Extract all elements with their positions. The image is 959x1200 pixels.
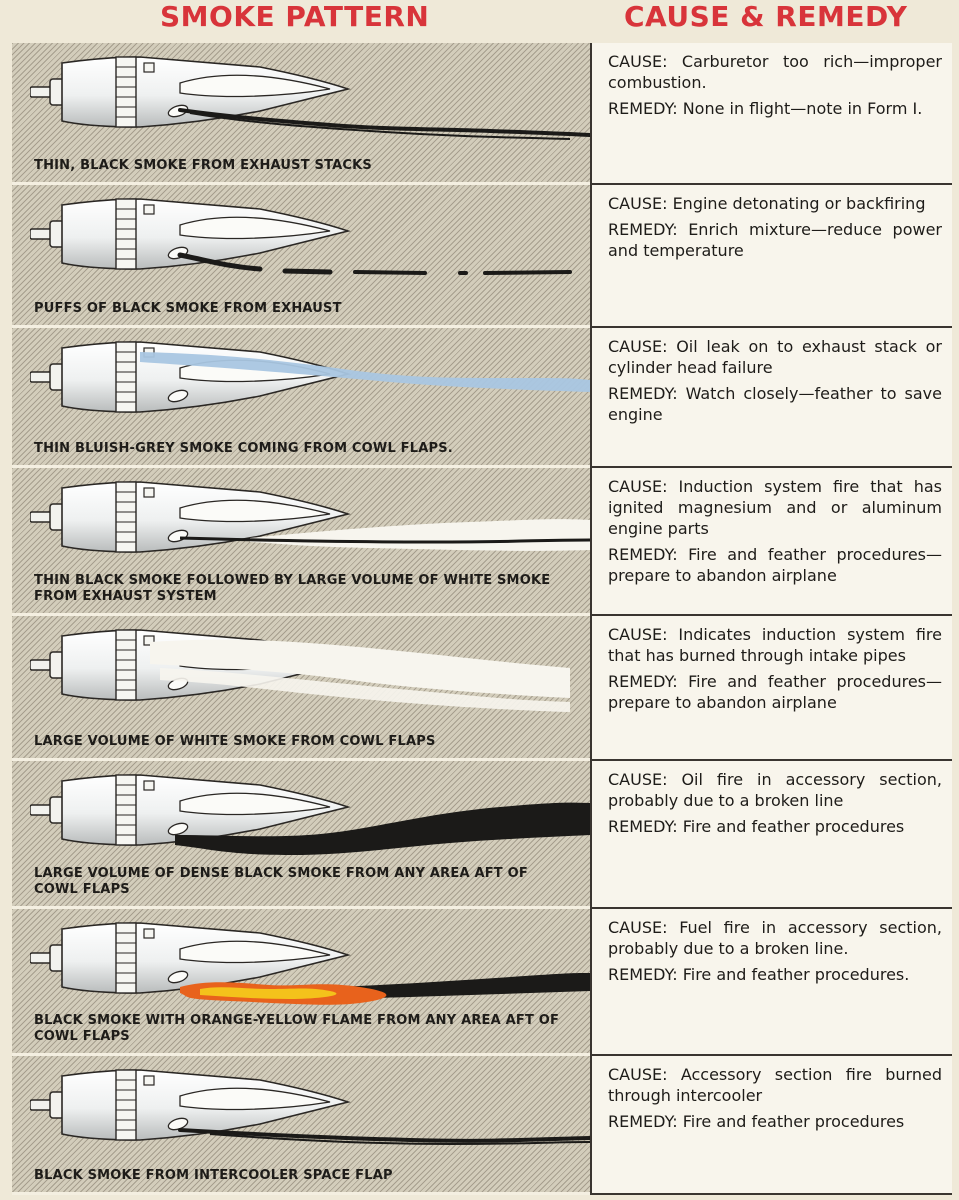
smoke-pattern-cell — [12, 185, 590, 328]
remedy-text: REMEDY: Enrich mixture—reduce power and temperature — [608, 220, 942, 260]
smoke-pattern-cell — [12, 1056, 590, 1195]
cause-text: CAUSE: Oil leak on to exhaust stack or cylinder head failure — [608, 337, 942, 377]
engine-nacelle-illustration — [30, 628, 590, 728]
nacelle — [30, 775, 348, 845]
remedy-text: REMEDY: Fire and feather procedures—prepare to abandon airplane — [608, 672, 942, 712]
remedy-text: REMEDY: Watch closely—feather to save engine — [608, 384, 942, 424]
cause-text: CAUSE: Indicates induction system fire that has burned through intake pipes — [608, 625, 942, 665]
remedy-text: REMEDY: Fire and feather procedures. — [608, 965, 910, 984]
remedy-text: REMEDY: Fire and feather procedures—prepare to abandon airplane — [608, 545, 942, 585]
smoke-pattern-cell — [12, 468, 590, 616]
cause-remedy-cell — [590, 616, 952, 761]
engine-nacelle-illustration — [30, 480, 590, 580]
smoke-pattern-cell — [12, 909, 590, 1056]
cause-remedy-cell — [590, 328, 952, 468]
smoke-pattern-label: LARGE VOLUME OF DENSE BLACK SMOKE FROM ANY AREA AFT OF COWL FLAPS — [34, 866, 528, 897]
remedy-text: REMEDY: Fire and feather procedures — [608, 817, 905, 836]
table-row — [12, 328, 952, 468]
cause-remedy-cell — [590, 185, 952, 328]
smoke-pattern-label: BLACK SMOKE WITH ORANGE-YELLOW FLAME FROM ANY AREA AFT OF COWL FLAPS — [34, 1013, 560, 1044]
engine-nacelle-illustration — [30, 340, 590, 440]
smoke-pattern-label: LARGE VOLUME OF WHITE SMOKE FROM COWL FLAPS — [34, 734, 436, 749]
smoke-pattern-cell — [12, 761, 590, 909]
cause-remedy-cell — [590, 909, 952, 1056]
cause-remedy-cell — [590, 468, 952, 616]
smoke-pattern-label: BLACK SMOKE FROM INTERCOOLER SPACE FLAP — [34, 1168, 393, 1183]
cause-text: CAUSE: Carburetor too rich—improper combustion. — [608, 52, 942, 92]
table-row — [12, 1056, 952, 1195]
remedy-text: REMEDY: Fire and feather procedures — [608, 1112, 905, 1131]
cause-text: CAUSE: Engine detonating or backfiring — [608, 194, 926, 213]
smoke-pattern-label: THIN BLUISH-GREY SMOKE COMING FROM COWL FLAPS. — [34, 441, 453, 456]
nacelle — [30, 57, 348, 127]
nacelle — [30, 342, 348, 412]
black-smoke-puff — [285, 271, 330, 272]
smoke-pattern-cell — [12, 43, 590, 185]
smoke-pattern-cell — [12, 328, 590, 468]
engine-nacelle-illustration — [30, 921, 590, 1021]
cause-text: CAUSE: Oil fire in accessory section, probably due to a broken line — [608, 770, 942, 810]
cause-remedy-cell — [590, 43, 952, 185]
cause-remedy-cell — [590, 1056, 952, 1195]
cause-text: CAUSE: Accessory section fire burned through intercooler — [608, 1065, 942, 1105]
smoke-pattern-label: THIN, BLACK SMOKE FROM EXHAUST STACKS — [34, 158, 372, 173]
table-row — [12, 43, 952, 185]
header — [0, 0, 959, 40]
engine-nacelle-illustration — [30, 1068, 590, 1168]
smoke-pattern-heading: SMOKE PATTERN — [160, 0, 430, 33]
table-row — [12, 468, 952, 616]
remedy-text: REMEDY: None in flight—note in Form I. — [608, 99, 923, 118]
table-row — [12, 616, 952, 761]
smoke-pattern-label: THIN BLACK SMOKE FOLLOWED BY LARGE VOLUME OF WHITE SMOKE FROM EXHAUST SYSTEM — [34, 573, 551, 604]
black-smoke-puff — [355, 272, 425, 273]
table-row — [12, 909, 952, 1056]
black-smoke-puff — [485, 272, 570, 273]
engine-nacelle-illustration — [30, 197, 590, 297]
engine-nacelle-illustration — [30, 773, 590, 873]
cause-text: CAUSE: Fuel fire in accessory section, probably due to a broken line. — [608, 918, 942, 958]
cause-text: CAUSE: Induction system fire that has ignited magnesium and or aluminum engine parts — [608, 477, 942, 538]
smoke-pattern-cell — [12, 616, 590, 761]
nacelle — [30, 923, 348, 993]
rows-container — [12, 43, 952, 1195]
cause-remedy-cell — [590, 761, 952, 909]
table-row — [12, 761, 952, 909]
smoke-pattern-label: PUFFS OF BLACK SMOKE FROM EXHAUST — [34, 301, 342, 316]
cause-remedy-heading: CAUSE & REMEDY — [624, 0, 908, 33]
engine-nacelle-illustration — [30, 55, 590, 155]
table-row — [12, 185, 952, 328]
